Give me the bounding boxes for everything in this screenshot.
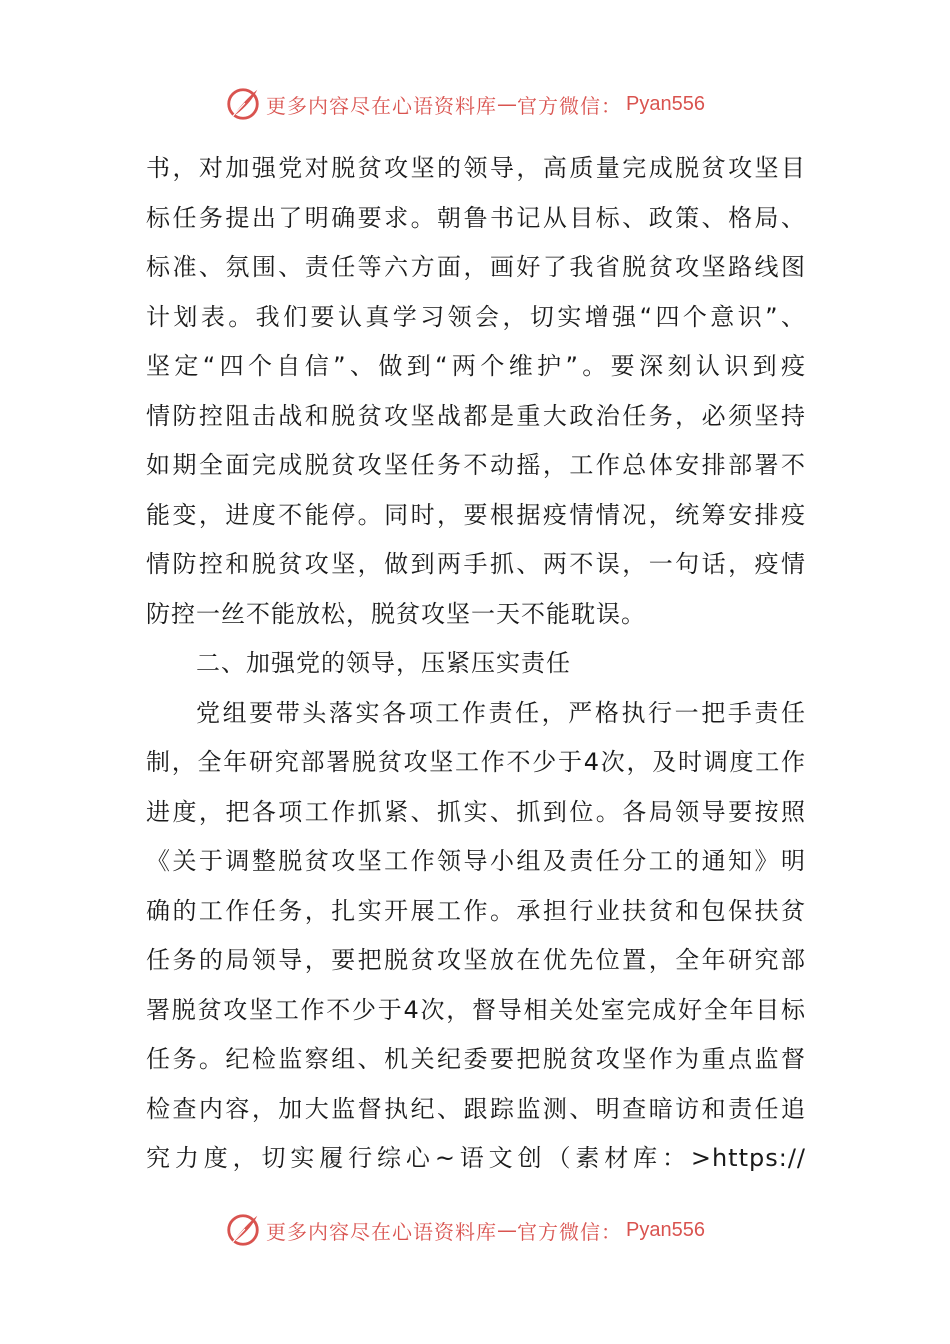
watermark-brand: 更多内容尽在心语资料库 [266, 93, 497, 118]
text-line: 署脱贫攻坚工作不少于4次，督导相关处室完成好全年目标 [146, 995, 806, 1024]
text-line: 任务。纪检监察组、机关纪委要把脱贫攻坚作为重点监督 [146, 1045, 806, 1073]
text-line: 任务的局领导，要把脱贫攻坚放在优先位置，全年研究部 [146, 946, 806, 974]
text-line: 党组要带头落实各项工作责任，严格执行一把手责任 [196, 698, 806, 727]
text-line: 《关于调整脱贫攻坚工作领导小组及责任分工的通知》明 [146, 847, 806, 875]
text-line: 检查内容，加大监督执纪、跟踪监测、明查暗访和责任追 [146, 1094, 806, 1123]
text-line: 制，全年研究部署脱贫攻坚工作不少于4次，及时调度工作 [146, 748, 806, 776]
section-heading: 二、加强党的领导，压紧压实责任 [196, 649, 571, 677]
text-line: 情防控和脱贫攻坚，做到两手抓、两不误，一句话，疫情 [146, 550, 806, 578]
text-line: 进度，把各项工作抓紧、抓实、抓到位。各局领导要按照 [146, 797, 806, 826]
text-line: 情防控阻击战和脱贫攻坚战都是重大政治任务，必须坚持 [146, 401, 806, 430]
text-line: 坚定“四个自信”、做到“两个维护”。要深刻认识到疫 [146, 352, 806, 380]
text-line: 标任务提出了明确要求。朝鲁书记从目标、政策、格局、 [146, 203, 806, 232]
text-line: 能变，进度不能停。同时，要根据疫情情况，统筹安排疫 [146, 500, 806, 529]
watermark-official-label: 官方微信： [517, 1219, 622, 1244]
watermark-dash: — [497, 1218, 517, 1242]
footer-watermark [224, 1208, 744, 1252]
watermark-dash: — [497, 92, 517, 116]
text-line: 书，对加强党对脱贫攻坚的领导，高质量完成脱贫攻坚目 [146, 154, 806, 182]
text-line: 计划表。我们要认真学习领会，切实增强“四个意识”、 [146, 302, 806, 331]
text-line: 防控一丝不能放松，脱贫攻坚一天不能耽误。 [146, 599, 646, 628]
watermark-wechat-id: Pyan556 [626, 1218, 705, 1241]
text-line: 标准、氛围、责任等六方面，画好了我省脱贫攻坚路线图 [146, 253, 806, 281]
watermark-brand: 更多内容尽在心语资料库 [266, 1219, 497, 1244]
document-body [146, 144, 806, 1184]
feather-pen-icon [224, 1211, 262, 1249]
text-line: 确的工作任务，扎实开展工作。承担行业扶贫和包保扶贫 [146, 896, 806, 925]
text-line: 如期全面完成脱贫攻坚任务不动摇，工作总体安排部署不 [146, 451, 806, 479]
watermark-official-label: 官方微信： [517, 93, 622, 118]
text-line: 究力度，切实履行综心~语文创（素材库：>https:// [146, 1144, 806, 1172]
feather-pen-icon [224, 85, 262, 123]
header-watermark [224, 82, 744, 126]
watermark-wechat-id: Pyan556 [626, 92, 705, 115]
